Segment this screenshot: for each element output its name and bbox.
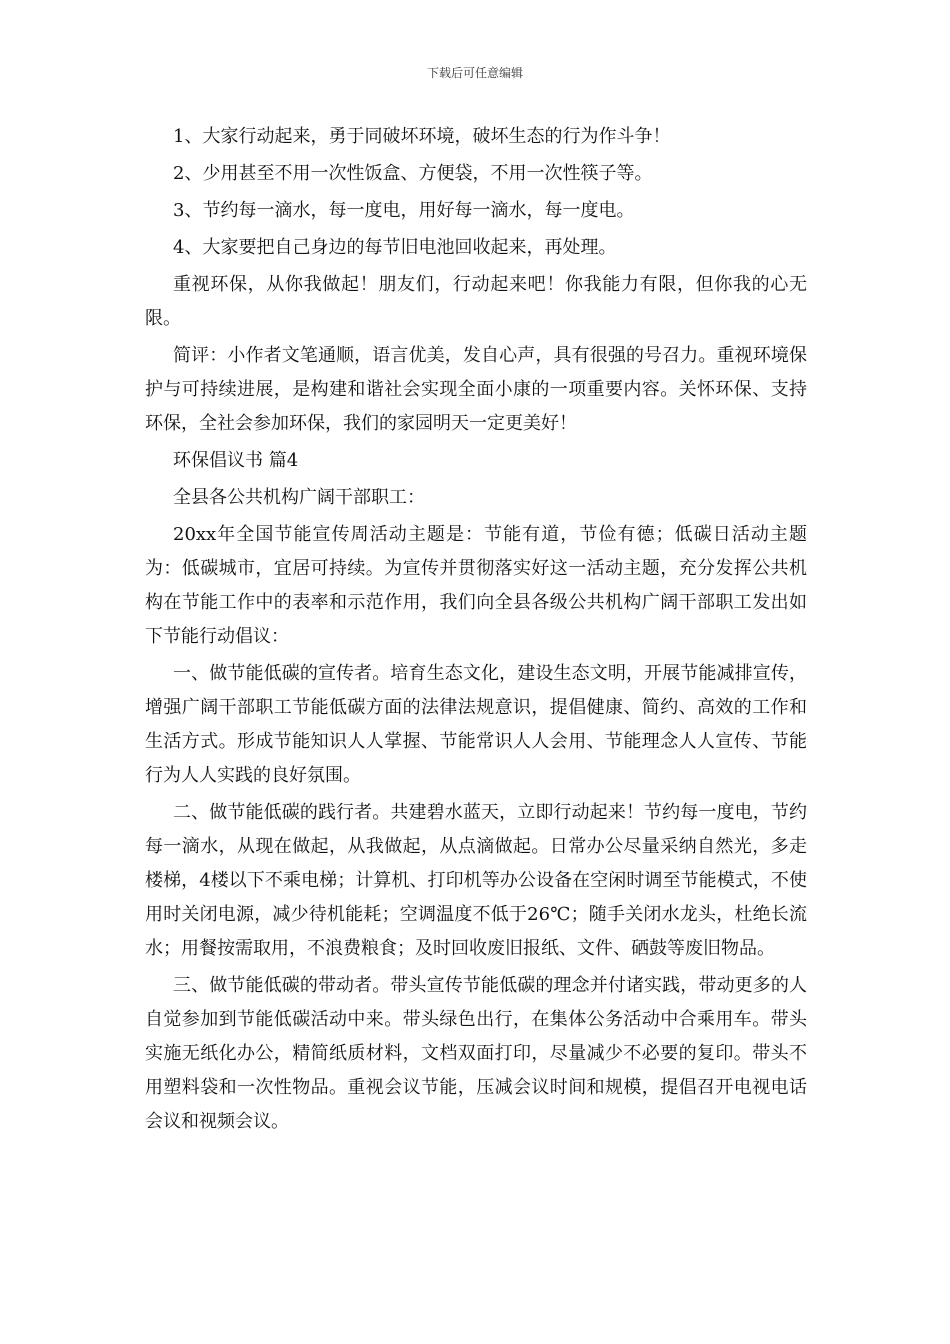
page-header: 下载后可任意编辑 — [426, 66, 523, 80]
section-title: 环保倡议书 篇4 — [173, 450, 299, 471]
point-1-paragraph: 一、做节能低碳的宣传者。培育生态文化，建设生态文明，开展节能减排宣传，增强广阔干部职工节能低碳方面的法律法规意识，提倡健康、简约、高效的工作和生活方式。形成节能知识人人掌握、节能常识人人会用、节能理念人人宣传、节能行为人人实践的良好氛围。 — [145, 663, 807, 786]
point-2-paragraph: 二、做节能低碳的践行者。共建碧水蓝天，立即行动起来！节约每一度电，节约每一滴水，从现在做起，从我做起，从点滴做起。日常办公尽量采纳自然光，多走楼梯，4楼以下不乘电梯；计算机、打印机等办公设备在空闲时调至节能模式，不使用时关闭电源，减少待机能耗；空调温度不低于26℃；随手关闭水龙头，杜绝长流水；用餐按需取用，不浪费粮食；及时回收废旧报纸、文件、硒鼓等废旧物品。 — [145, 802, 807, 959]
list-item-4: 4、大家要把自己身边的每节旧电池回收起来，再处理。 — [173, 237, 617, 258]
closing-paragraph: 重视环保，从你我做起！朋友们，行动起来吧！你我能力有限，但你我的心无限。 — [145, 274, 807, 329]
list-item-1: 1、大家行动起来，勇于同破坏环境，破坏生态的行为作斗争！ — [173, 126, 671, 147]
list-item-2: 2、少用甚至不用一次性饭盒、方便袋，不用一次性筷子等。 — [173, 163, 653, 184]
intro-paragraph: 20xx年全国节能宣传周活动主题是：节能有道，节俭有德；低碳日活动主题为：低碳城市，宜居可持续。为宣传并贯彻落实好这一活动主题，充分发挥公共机构在节能工作中的表率和示范作用，我们向全县各级公共机构广阔干部职工发出如下节能行动倡议： — [145, 524, 807, 647]
point-3-paragraph: 三、做节能低碳的带动者。带头宣传节能低碳的理念并付诸实践，带动更多的人自觉参加到节能低碳活动中来。带头绿色出行，在集体公务活动中合乘用车。带头实施无纸化办公，精简纸质材料，文档双面打印，尽量减少不必要的复印。带头不用塑料袋和一次性物品。重视会议节能，压减会议时间和规模，提倡召开电视电话会议和视频会议。 — [145, 975, 807, 1132]
salutation: 全县各公共机构广阔干部职工： — [173, 487, 425, 508]
list-item-3: 3、节约每一滴水，每一度电，用好每一滴水，每一度电。 — [173, 200, 635, 221]
document-body — [145, 120, 807, 1142]
commentary-paragraph: 简评：小作者文笔通顺，语言优美，发自心声，具有很强的号召力。重视环境保护与可持续进展，是构建和谐社会实现全面小康的一项重要内容。关怀环保、支持环保，全社会参加环保，我们的家园明天一定更美好！ — [145, 345, 807, 434]
